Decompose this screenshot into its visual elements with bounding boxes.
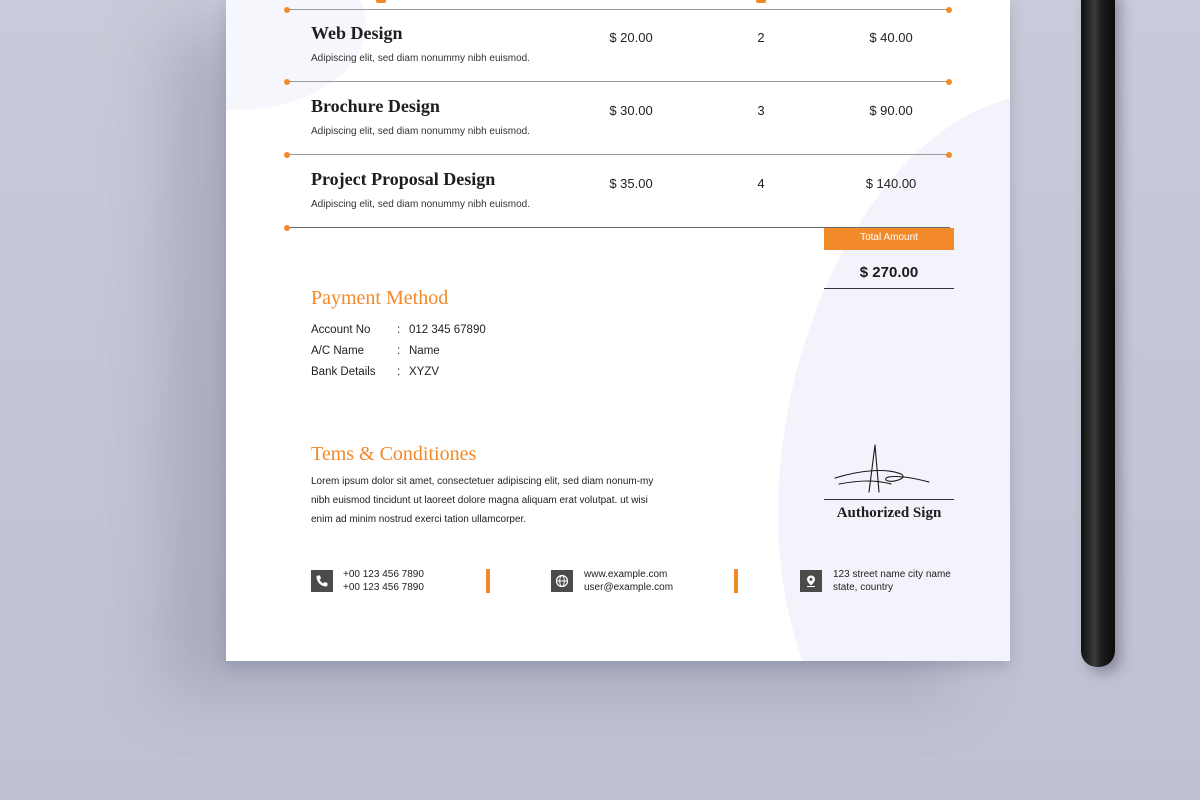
item-quantity: 2 bbox=[757, 30, 765, 45]
payment-method-title: Payment Method bbox=[311, 287, 449, 309]
contact-web bbox=[584, 568, 673, 594]
contact-line: +00 123 456 7890 bbox=[343, 569, 424, 580]
payment-value: 012 345 67890 bbox=[409, 324, 486, 336]
item-price: $ 35.00 bbox=[609, 176, 653, 191]
row-divider bbox=[286, 154, 950, 155]
pencil bbox=[1081, 0, 1115, 667]
globe-icon bbox=[551, 570, 573, 592]
location-pin-icon bbox=[800, 570, 822, 592]
accent-mark bbox=[376, 0, 386, 3]
contact-divider bbox=[486, 569, 490, 593]
item-quantity: 4 bbox=[757, 176, 765, 191]
terms-text: Lorem ipsum dolor sit amet, consectetuer adipiscing elit, sed diam nonum-my nibh euismod tincidunt ut laoreet dolore magna aliquam erat volutpat. ut wisi enim ad minim nostrud exerci tation ullamcorper. bbox=[311, 476, 654, 525]
item-description: Adipiscing elit, sed diam nonummy nibh euismod. bbox=[311, 53, 530, 64]
row-divider bbox=[286, 81, 950, 82]
authorized-sign-label: Authorized Sign bbox=[836, 505, 942, 521]
item-title: Project Proposal Design bbox=[311, 169, 496, 189]
item-title: Web Design bbox=[311, 23, 403, 43]
contact-line: +00 123 456 7890 bbox=[343, 582, 424, 593]
signature-graphic bbox=[831, 440, 931, 495]
item-description: Adipiscing elit, sed diam nonummy nibh euismod. bbox=[311, 126, 530, 137]
payment-separator: : bbox=[397, 345, 401, 357]
terms-title: Tems & Conditiones bbox=[311, 443, 477, 465]
payment-label: Account No bbox=[311, 324, 371, 336]
item-description: Adipiscing elit, sed diam nonummy nibh euismod. bbox=[311, 199, 530, 210]
total-amount-value: $ 270.00 bbox=[859, 264, 919, 281]
total-underline bbox=[824, 288, 954, 289]
payment-separator: : bbox=[397, 324, 401, 336]
row-divider bbox=[286, 9, 950, 10]
item-total: $ 40.00 bbox=[869, 30, 913, 45]
payment-separator: : bbox=[397, 366, 401, 378]
accent-mark bbox=[756, 0, 766, 3]
item-price: $ 20.00 bbox=[609, 30, 653, 45]
contact-divider bbox=[734, 569, 738, 593]
contact-phone bbox=[343, 568, 424, 594]
contact-line: 123 street name city name bbox=[833, 569, 951, 580]
payment-label: A/C Name bbox=[311, 345, 365, 357]
signature-line bbox=[824, 499, 954, 500]
item-title: Brochure Design bbox=[311, 96, 440, 116]
contact-line: state, country bbox=[833, 582, 894, 593]
item-total: $ 140.00 bbox=[865, 176, 917, 191]
contact-address bbox=[833, 568, 951, 594]
payment-value: XYZV bbox=[409, 366, 440, 378]
payment-value: Name bbox=[409, 345, 440, 357]
invoice-paper bbox=[226, 0, 1010, 661]
total-amount-label: Total Amount bbox=[824, 228, 954, 250]
contact-line: www.example.com bbox=[584, 569, 668, 580]
item-total: $ 90.00 bbox=[869, 103, 913, 118]
payment-label: Bank Details bbox=[311, 366, 376, 378]
item-quantity: 3 bbox=[757, 103, 765, 118]
contact-line: user@example.com bbox=[584, 582, 674, 593]
item-price: $ 30.00 bbox=[609, 103, 653, 118]
phone-icon bbox=[311, 570, 333, 592]
